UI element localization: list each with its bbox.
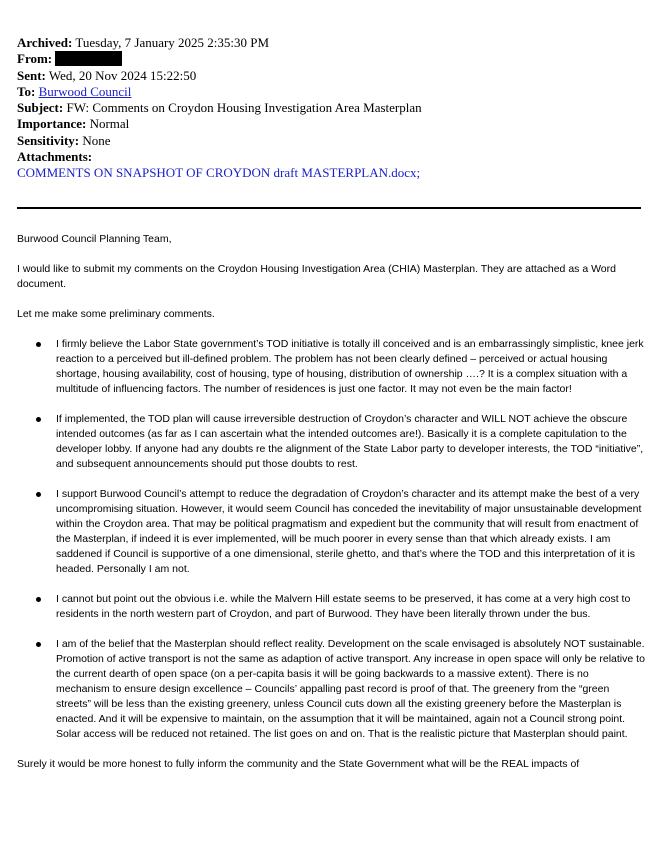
email-body	[17, 232, 645, 772]
sent-label: Sent:	[17, 67, 46, 83]
subject-label: Subject:	[17, 100, 64, 116]
sensitivity-value: None	[82, 132, 111, 148]
from-row	[17, 51, 647, 67]
email-header	[17, 35, 647, 182]
attachments-label: Attachments:	[17, 149, 93, 165]
to-label: To:	[17, 83, 36, 99]
header-divider	[17, 207, 641, 209]
list-item: I cannot but point out the obvious i.e. while the Malvern Hill estate seems to be preserved, it has come at a very high cost to residents in the north western part of Croydon, and part of Burwood. They have been literally thrown under the bus.	[17, 592, 645, 622]
subject-value: FW: Comments on Croydon Housing Investigation Area Masterplan	[66, 100, 422, 116]
importance-value: Normal	[89, 116, 130, 132]
sensitivity-row	[17, 133, 647, 149]
closing-paragraph: Surely it would be more honest to fully inform the community and the State Government what will be the REAL impacts of	[17, 758, 580, 770]
importance-label: Importance:	[17, 116, 87, 132]
greeting: Burwood Council Planning Team,	[17, 233, 172, 245]
list-item: I am of the belief that the Masterplan should reflect reality. Development on the scale envisaged is absolutely NOT sustainable. Promotion of active transport is not the same as adaption of active transport. Any increase in open space will only be relative to the current dearth of open space (on a per-capita basis it will be going backwards to a massive extent). There is no mechanism to ensure design excellence – Councils’ appalling past record is proof of that. The greenery from the “green streets” will be less than the existing greenery, unless Council cuts down all the existing greenery before the Masterplan is enacted. And it will be expensive to maintain, on the assumption that it will be maintained, again not a Council strong point. Solar access will be reduced not retained. The list goes on and on. That is the realistic picture that Masterplan should paint.	[17, 637, 645, 742]
intro-paragraph: I would like to submit my comments on the Croydon Housing Investigation Area (CHIA) Masterplan. They are attached as a Word document.	[17, 263, 616, 290]
importance-row	[17, 116, 647, 132]
archived-label: Archived:	[17, 35, 73, 50]
attachments-row	[17, 149, 647, 165]
archived-row	[17, 35, 647, 51]
list-item: I support Burwood Council’s attempt to reduce the degradation of Croydon’s character and its attempt make the best of a very uncompromising situation. However, it would seem Council has conceded the inevitability of major unsustainable development within the Croydon area. That may be political pragmatism and expedient but the community that will result from enactment of the Masterplan, if indeed it is ever implemented, will be much poorer in every sense than that which already exists. I am saddened if Council is supportive of a one dimensional, sterile ghetto, and that’s where the TOD and this interpretation of it is headed. Personally I am not.	[17, 487, 645, 577]
subject-row	[17, 100, 647, 116]
list-item: If implemented, the TOD plan will cause irreversible destruction of Croydon’s character and WILL NOT achieve the obscure intended outcomes (as far as I can ascertain what the intended outcomes are!). Basically it is a complete capitulation to the developer lobby. If anyone had any doubts re the alignment of the State Labor party to developer interests, the TOD “initiative”, and subsequent announcements should put those doubts to rest.	[17, 412, 645, 472]
from-label: From:	[17, 51, 53, 67]
comment-list	[17, 337, 645, 742]
attachment-link[interactable]: COMMENTS ON SNAPSHOT OF CROYDON draft MASTERPLAN.docx;	[17, 165, 421, 181]
recipient-link[interactable]: Burwood Council	[38, 83, 132, 99]
list-item: I firmly believe the Labor State government’s TOD initiative is totally ill conceived and is an embarrassingly simplistic, knee jerk reaction to a perceived but ill-defined problem. The problem has not been clearly defined – perceived or actual housing shortage, housing availability, cost of housing, type of housing, distribution of ownership ….? It is a complex situation with a multitude of influencing factors. The number of residences is just one factor. It may not even be the main factor!	[17, 337, 645, 397]
sensitivity-label: Sensitivity:	[17, 132, 80, 148]
to-row	[17, 84, 647, 100]
attachment-row	[17, 165, 647, 181]
sent-value: Wed, 20 Nov 2024 15:22:50	[48, 67, 197, 83]
preliminary-paragraph: Let me make some preliminary comments.	[17, 308, 215, 320]
archived-value: Tuesday, 7 January 2025 2:35:30 PM	[75, 35, 270, 50]
sent-row	[17, 68, 647, 84]
redacted-sender	[55, 51, 122, 66]
